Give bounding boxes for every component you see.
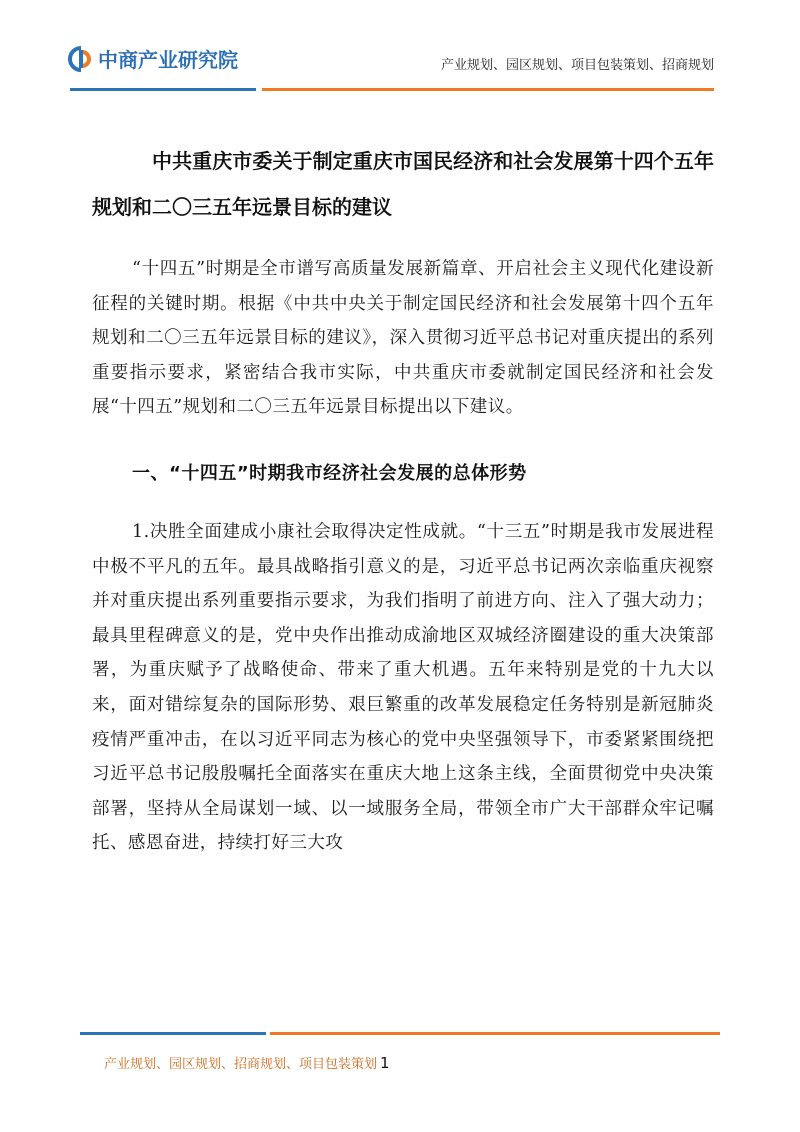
footer-rule-blue [80,1032,266,1035]
page-number: 1 [380,1054,390,1072]
header-tagline: 产业规划、园区规划、项目包装策划、招商规划 [440,58,714,73]
header-rule-orange [262,88,714,91]
brand-logo[interactable] [68,44,238,73]
intro-paragraph: “十四五”时期是全市谱写高质量发展新篇章、开启社会主义现代化建设新征程的关键时期。根据《中共中央关于制定国民经济和社会发展第十四个五年规划和二〇三五年远景目标的建议》，深入贯彻习近平总书记对重庆提出的系列重要指示要求，紧密结合我市实际，中共重庆市委就制定国民经济和社会发展“十四五”规划和二〇三五年远景目标提出以下建议。 [92,259,714,418]
page-footer [104,1053,390,1072]
page-header [0,0,800,100]
body-paragraph: 1.决胜全面建成小康社会取得决定性成就。“十三五”时期是我市发展进程中极不平凡的五年。最具战略指引意义的是，习近平总书记两次亲临重庆视察并对重庆提出系列重要指示要求，为我们指明了前进方向、注入了强大动力；最具里程碑意义的是，党中央作出推动成渝地区双城经济圈建设的重大决策部署，为重庆赋予了战略使命、带来了重大机遇。五年来特别是党的十九大以来，面对错综复杂的国际形势、艰巨繁重的改革发展稳定任务特别是新冠肺炎疫情严重冲击，在以习近平同志为核心的党中央坚强领导下，市委紧紧围绕把习近平总书记殷殷嘱托全面落实在重庆大地上这条主线，全面贯彻党中央决策部署，坚持从全局谋划一域、以一域服务全局，带领全市广大干部群众牢记嘱托、感恩奋进，持续打好三大攻 [92,521,714,854]
logo-text: 中商产业研究院 [98,48,238,72]
footer-rule-orange [270,1032,720,1035]
header-rule-blue [70,88,256,91]
logo-icon [68,46,94,72]
footer-tagline: 产业规划、园区规划、招商规划、项目包装策划 [104,1057,378,1072]
document-title: 中共重庆市委关于制定重庆市国民经济和社会发展第十四个五年规划和二〇三五年远景目标的建议 [92,149,714,219]
section-heading: 一、“十四五”时期我市经济社会发展的总体形势 [132,462,527,484]
document-body [92,138,714,861]
